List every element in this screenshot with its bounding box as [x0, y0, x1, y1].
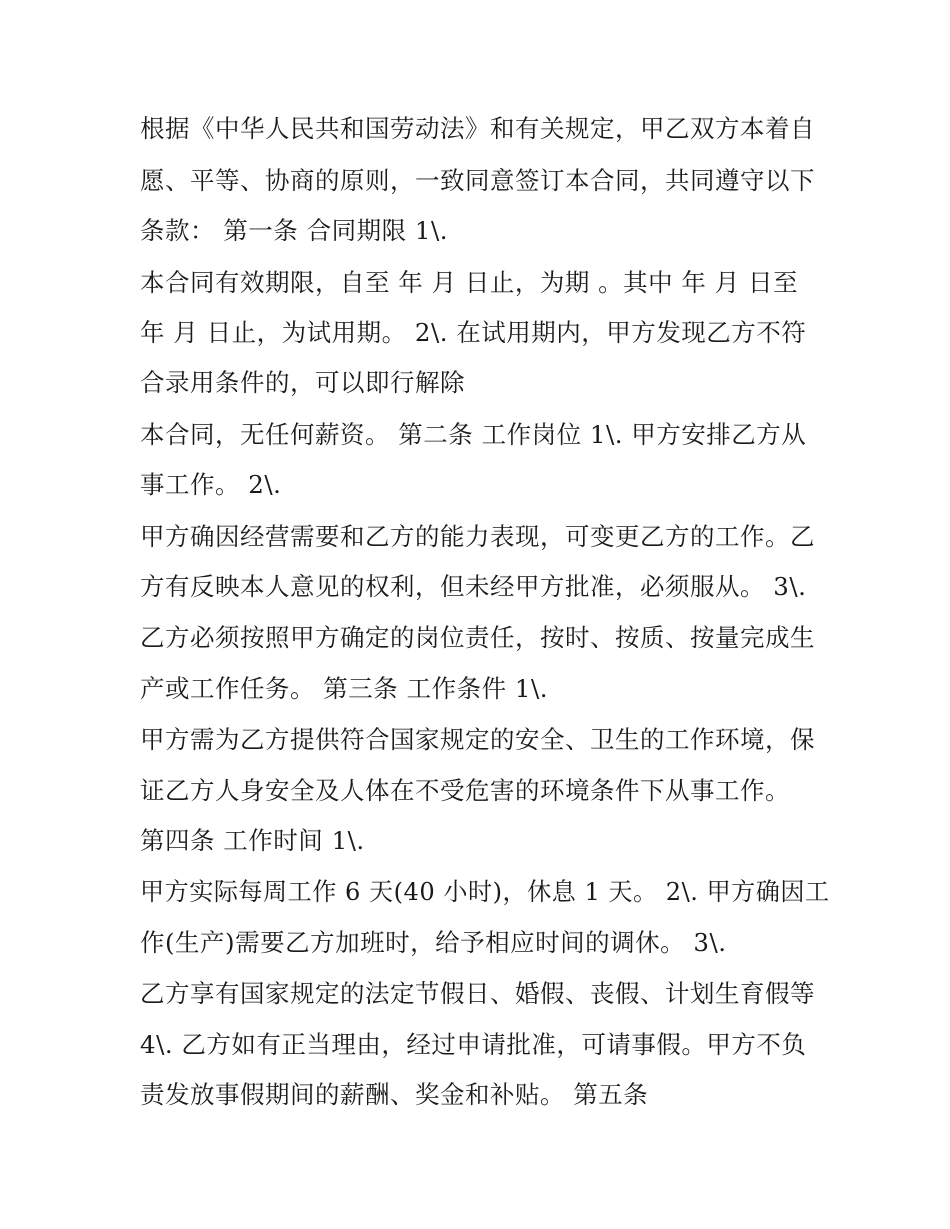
text-line: 本合同，无任何薪资。 第二条 工作岗位 1\. 甲方安排乙方从: [140, 420, 807, 449]
text-line: 责发放事假期间的薪酬、奖金和补贴。 第五条: [140, 1080, 649, 1109]
text-line: 愿、平等、协商的原则，一致同意签订本合同，共同遵守以下: [140, 166, 815, 195]
text-line: 条款： 第一条 合同期限 1\.: [140, 216, 448, 245]
text-line: 第四条 工作时间 1\.: [140, 826, 365, 855]
text-line: 乙方必须按照甲方确定的岗位责任，按时、按质、按量完成生: [140, 623, 815, 652]
text-line: 证乙方人身安全及人体在不受危害的环境条件下从事工作。: [140, 776, 790, 805]
text-line: 事工作。 2\.: [140, 470, 282, 499]
text-line: 产或工作任务。 第三条 工作条件 1\.: [140, 674, 548, 703]
text-line: 合录用条件的，可以即行解除: [140, 368, 465, 397]
text-line: 甲方确因经营需要和乙方的能力表现，可变更乙方的工作。乙: [140, 522, 815, 551]
text-line: 乙方享有国家规定的法定节假日、婚假、丧假、计划生育假等: [140, 979, 815, 1008]
text-line: 方有反映本人意见的权利，但未经甲方批准，必须服从。 3\.: [140, 572, 807, 601]
text-line: 年 月 日止，为试用期。 2\. 在试用期内，甲方发现乙方不符: [140, 318, 807, 347]
text-line: 甲方实际每周工作 6 天(40 小时)，休息 1 天。 2\. 甲方确因工: [140, 877, 830, 906]
text-line: 作(生产)需要乙方加班时，给予相应时间的调休。 3\.: [140, 928, 727, 957]
text-line: 4\. 乙方如有正当理由，经过申请批准，可请事假。甲方不负: [140, 1030, 807, 1059]
text-line: 甲方需为乙方提供符合国家规定的安全、卫生的工作环境，保: [140, 725, 815, 754]
text-line: 本合同有效期限，自至 年 月 日止，为期 。其中 年 月 日至: [140, 268, 799, 297]
text-line: 根据《中华人民共和国劳动法》和有关规定，甲乙双方本着自: [140, 114, 815, 143]
